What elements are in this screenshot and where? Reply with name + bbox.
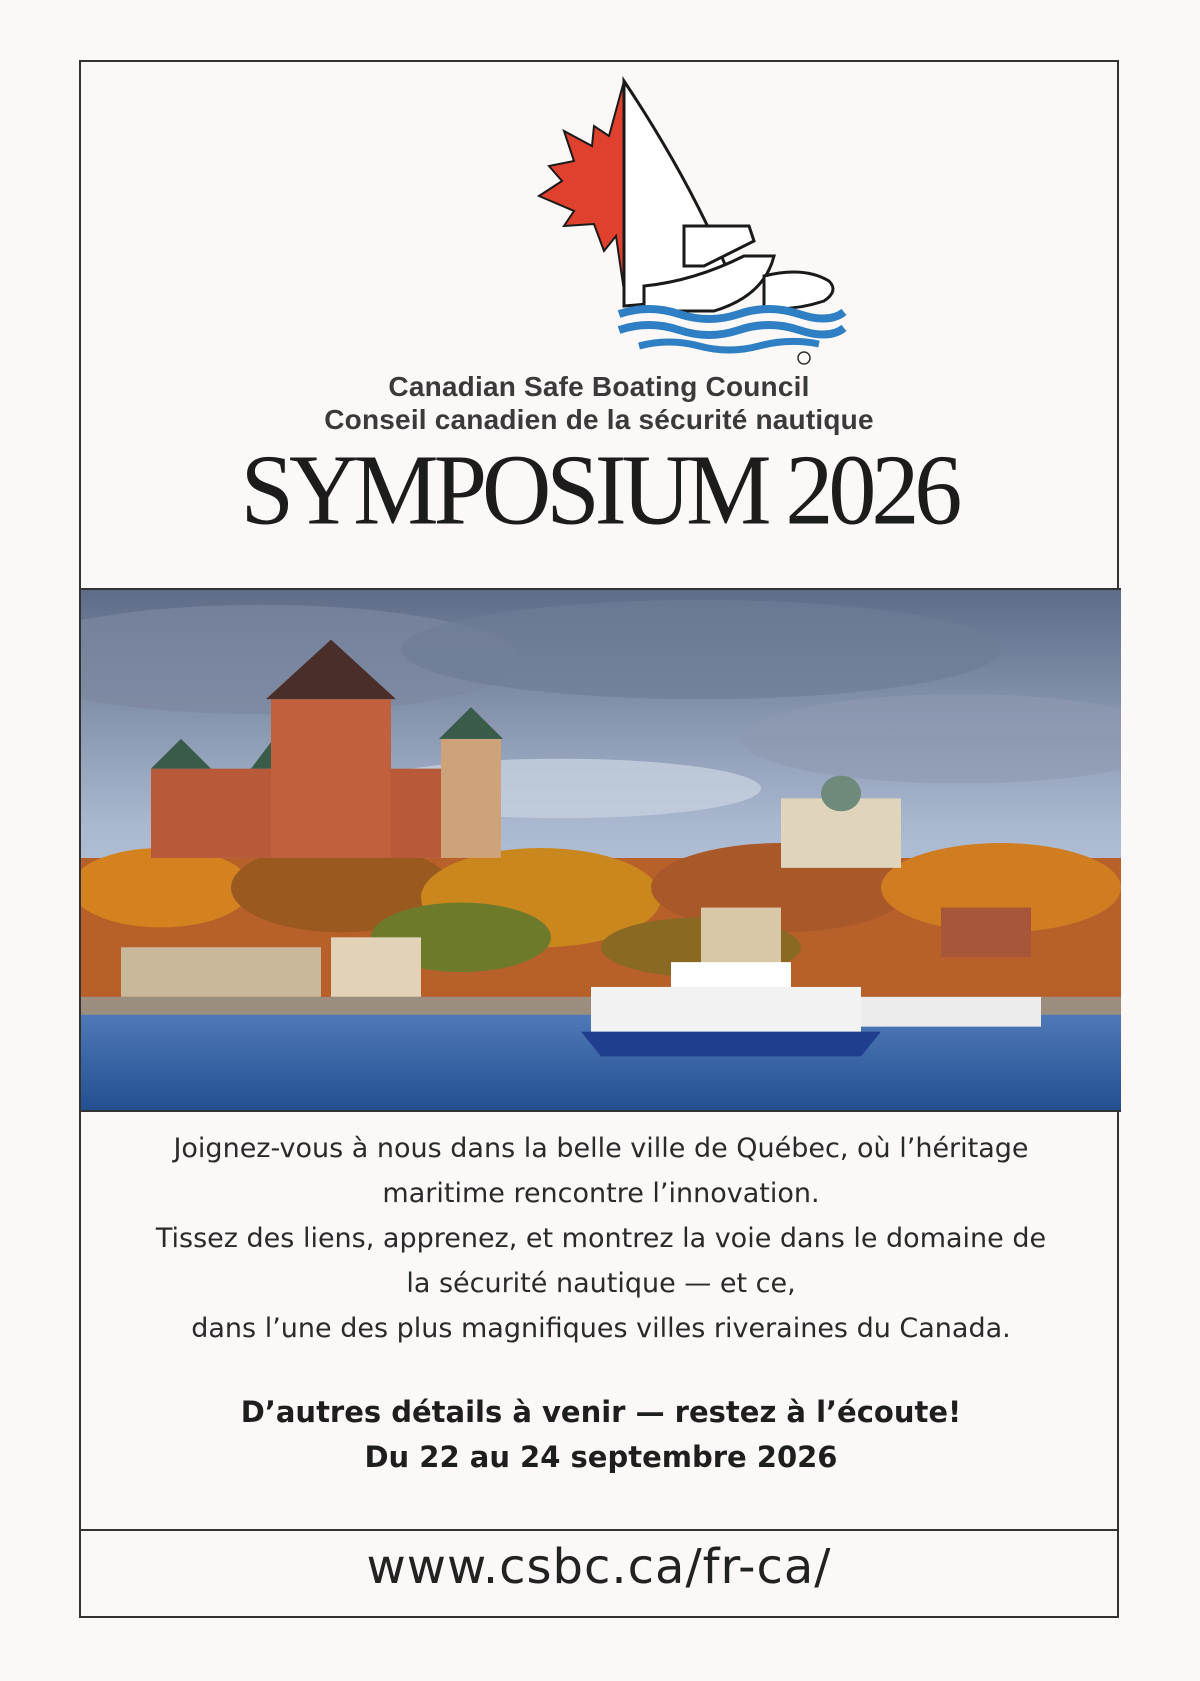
website-link[interactable]: www.csbc.ca/fr-ca/ [366,1539,832,1595]
invitation-text [101,1126,1101,1351]
footer [81,1529,1117,1620]
page-title: SYMPOSIUM 2026 [240,433,958,546]
details-notice: D’autres détails à venir — restez à l’écoute! [240,1395,962,1429]
org-name-english: Canadian Safe Boating Council [388,371,810,402]
org-name-french: Conseil canadien de la sécurité nautique [324,404,874,435]
body-line-2: maritime rencontre l’innovation. [382,1178,820,1209]
csbc-logo-icon [444,76,864,366]
announcement [101,1390,1101,1480]
body-line-1: Joignez-vous à nous dans la belle ville de Québec, où l’héritage [173,1133,1029,1164]
body-line-5: dans l’une des plus magnifiques villes riveraines du Canada. [191,1313,1011,1344]
logo [81,76,1117,435]
quebec-city-photo [81,588,1121,1112]
poster-frame [79,60,1119,1618]
body-line-3: Tissez des liens, apprenez, et montrez la voie dans le domaine de [155,1223,1047,1254]
body-line-4: la sécurité nautique — et ce, [406,1268,796,1299]
quebec-skyline-image [81,590,1121,1110]
event-dates: Du 22 au 24 septembre 2026 [364,1440,838,1474]
